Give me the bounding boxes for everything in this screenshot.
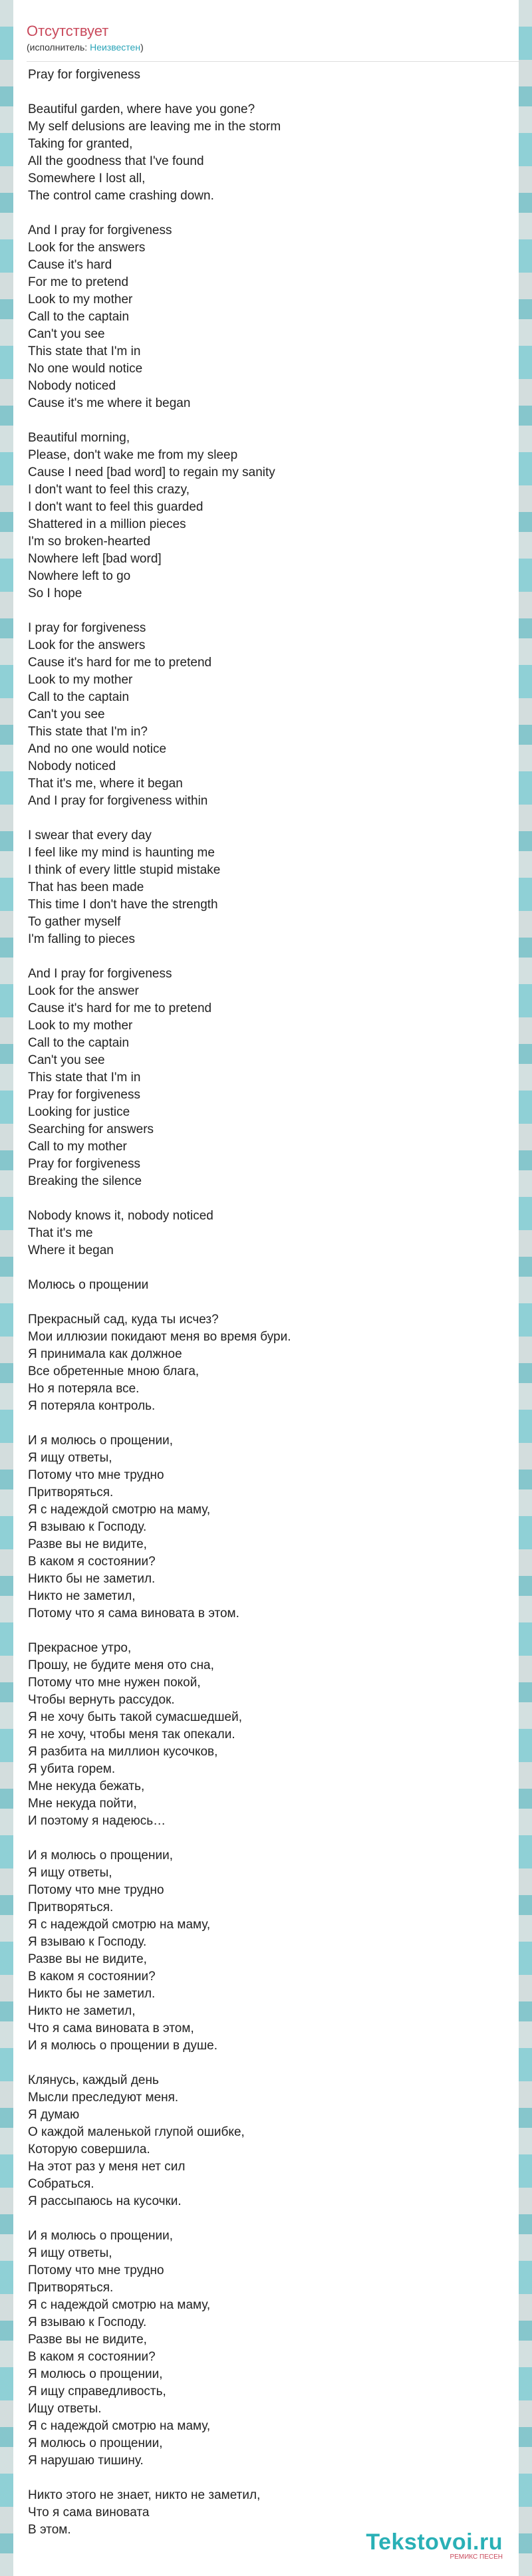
performer-line [27, 41, 144, 53]
logo-wordmark [366, 2531, 503, 2553]
song-header [27, 23, 144, 53]
left-decorative-stripes [0, 0, 13, 2576]
logo-tld: .ru [473, 2529, 503, 2555]
logo-name: Tekstovoi [366, 2529, 473, 2555]
right-decorative-stripes [519, 0, 532, 2576]
performer-suffix: ) [140, 42, 144, 53]
header-divider [27, 61, 519, 62]
logo-tagline: РЕМИКС ПЕСЕН [450, 2553, 503, 2561]
performer-prefix: (исполнитель: [27, 42, 90, 53]
song-title: Отсутствует [27, 23, 109, 39]
content-card [13, 0, 519, 2576]
site-logo[interactable] [366, 2531, 503, 2561]
lyrics-text: Pray for forgiveness Beautiful garden, where have you gone? My self delusions are leaving me in the storm Taking for granted, All the goodness that I've found Somewhere I lost all, The control came crashing down. And I pray for forgiveness Look for the answers Cause it's hard For me to pretend Look to my mother Call to the captain Can't you see This state that I'm in No one would notice Nobody noticed Cause it's me where it began Beautiful morning, Please, don't wake me from my sleep Cause I need [bad word] to regain my sanity I don't want to feel this crazy, I don't want to feel this guarded Shattered in a million pieces I'm so broken-hearted Nowhere left [bad word] Nowhere left to go So I hope I pray for forgiveness Look for the answers Cause it's hard for me to pretend Look to my mother Call to the captain Can't you see This state that I'm in? And no one would notice Nobody noticed That it's me, where it began And I pray for forgiveness within I swear that every day I feel like my mind is haunting me I think of every little stupid mistake That has been made This time I don't have the strength To gather myself I'm falling to pieces And I pray for forgiveness Look for the answer Cause it's hard for me to pretend Look to my mother Call to the captain Can't you see This state that I'm in Pray for forgiveness Looking for justice Searching for answers Call to my mother Pray for forgiveness Breaking the silence Nobody knows it, nobody noticed That it's me Where it began Молюсь о прощении Прекрасный сад, куда ты исчез? Мои иллюзии покидают меня во время бури. Я принимала как должное Все обретенные мною блага, Но я потеряла все. Я потеряла контроль. И я молюсь о прощении, Я ищу ответы, Потому что мне трудно Притворяться. Я с надеждой смотрю на маму, Я взываю к Господу. Разве вы не видите, В каком я состоянии? Никто бы не заметил. Никто не заметил, Потому что я сама виновата в этом. Прекрасное утро, Прошу, не будите меня ото сна, Потому что мне нужен покой, Чтобы вернуть рассудок. Я не хочу быть такой сумасшедшей, Я не хочу, чтобы меня так опекали. Я разбита на миллион кусочков, Я убита горем. Мне некуда бежать, Мне некуда пойти, И поэтому я надеюсь… И я молюсь о прощении, Я ищу ответы, Потому что мне трудно Притворяться. Я с надеждой смотрю на маму, Я взываю к Господу. Разве вы не видите, В каком я состоянии? Никто бы не заметил. Никто не заметил, Что я сама виновата в этом, И я молюсь о прощении в душе. Клянусь, каждый день Мысли преследуют меня. Я думаю О каждой маленькой глупой ошибке, Которую совершила. На этот раз у меня нет сил Собраться. Я рассыпаюсь на кусочки. И я молюсь о прощении, Я ищу ответы, Потому что мне трудно Притворяться. Я с надеждой смотрю на маму, Я взываю к Господу. Разве вы не видите, В каком я состоянии? Я молюсь о прощении, Я ищу справедливость, Ищу ответы. Я с надеждой смотрю на маму, Я молюсь о прощении, Я нарушаю тишину. Никто этого не знает, никто не заметил, Что я сама виновата В этом. [28, 68, 291, 2537]
performer-link[interactable]: Неизвестен [90, 42, 141, 53]
